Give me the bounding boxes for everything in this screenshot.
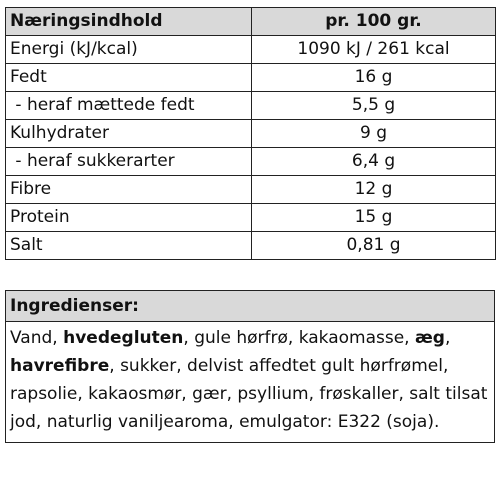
allergen-text: havrefibre: [10, 356, 110, 376]
nutrient-value: 1090 kJ / 261 kcal: [252, 36, 496, 64]
ingredients-title: Ingredienser:: [6, 291, 494, 322]
nutrient-value: 16 g: [252, 64, 496, 92]
nutrient-value: 5,5 g: [252, 92, 496, 120]
ingredient-text: , sukker, delvist affedtet gult hørfrømel, rapsolie, kakaosmør, gær, psyllium, frøskaller, salt tilsat jod, naturlig vaniljearoma, emulgator: E322 (soja).: [10, 356, 488, 432]
nutrient-value: 12 g: [252, 176, 496, 204]
nutrient-value: 6,4 g: [252, 148, 496, 176]
ingredient-text: ,: [444, 328, 451, 348]
nutrient-label: Fibre: [6, 176, 252, 204]
ingredient-text: , gule hørfrø, kakaomasse,: [183, 328, 415, 348]
nutrient-label: Energi (kJ/kcal): [6, 36, 252, 64]
table-row: [6, 92, 496, 120]
nutrition-table: [5, 7, 496, 260]
nutrient-label: Salt: [6, 232, 252, 260]
ingredients-text: [6, 322, 494, 442]
nutrition-header-value: pr. 100 gr.: [252, 8, 496, 36]
ingredient-text: Vand,: [10, 328, 64, 348]
nutrition-header-row: [6, 8, 496, 36]
allergen-text: hvedegluten: [63, 328, 184, 348]
nutrient-value: 9 g: [252, 120, 496, 148]
table-row: [6, 64, 496, 92]
table-row: [6, 36, 496, 64]
nutrition-header-label: Næringsindhold: [6, 8, 252, 36]
nutrient-value: 0,81 g: [252, 232, 496, 260]
nutrient-label: - heraf mættede fedt: [6, 92, 252, 120]
table-row: [6, 232, 496, 260]
nutrient-label: Fedt: [6, 64, 252, 92]
nutrient-value: 15 g: [252, 204, 496, 232]
ingredients-box: [5, 290, 495, 443]
allergen-text: æg: [414, 328, 445, 348]
nutrient-label: Protein: [6, 204, 252, 232]
table-row: [6, 148, 496, 176]
table-row: [6, 204, 496, 232]
nutrient-label: Kulhydrater: [6, 120, 252, 148]
table-row: [6, 176, 496, 204]
table-row: [6, 120, 496, 148]
nutrient-label: - heraf sukkerarter: [6, 148, 252, 176]
